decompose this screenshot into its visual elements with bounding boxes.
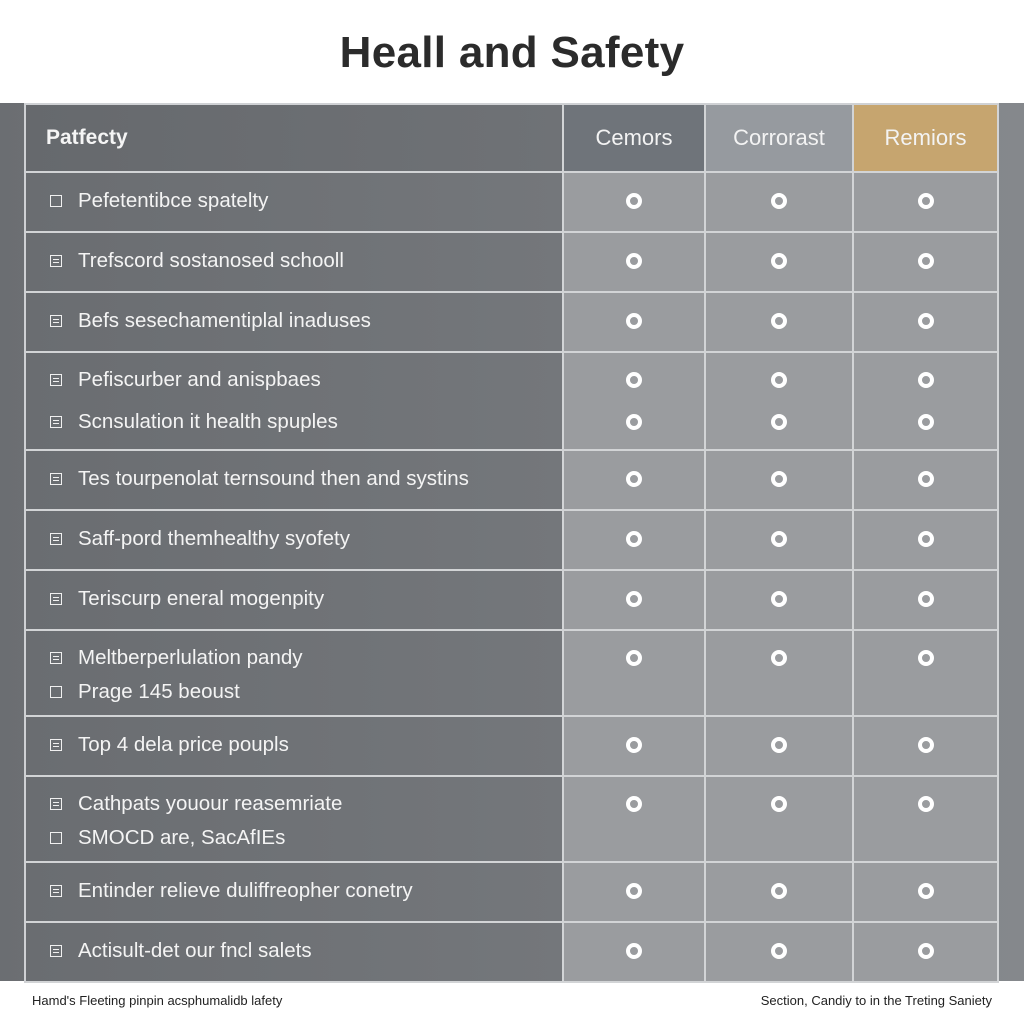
row-column-2-cell (706, 511, 854, 569)
row-column-1-cell (564, 631, 706, 715)
radio-indicator[interactable] (626, 414, 642, 430)
footer-right-text: Section, Candiy to in the Treting Saniety (760, 993, 992, 1008)
radio-indicator[interactable] (771, 943, 787, 959)
row-label-cell (26, 717, 564, 775)
row-label-cell (26, 353, 564, 449)
row-item[interactable] (50, 587, 324, 611)
row-column-2-cell (706, 571, 854, 629)
row-column-2-cell (706, 863, 854, 921)
radio-indicator[interactable] (918, 193, 934, 209)
radio-indicator[interactable] (626, 253, 642, 269)
radio-indicator[interactable] (771, 193, 787, 209)
radio-indicator[interactable] (626, 737, 642, 753)
row-column-3-cell (854, 511, 999, 569)
document-icon (50, 739, 62, 751)
row-item[interactable] (50, 467, 469, 491)
row-column-3-cell (854, 717, 999, 775)
radio-indicator[interactable] (918, 313, 934, 329)
square-icon (50, 195, 62, 207)
radio-indicator[interactable] (771, 883, 787, 899)
document-icon (50, 374, 62, 386)
row-column-1-cell (564, 173, 706, 231)
radio-indicator[interactable] (918, 737, 934, 753)
radio-indicator[interactable] (918, 372, 934, 388)
row-label-cell (26, 451, 564, 509)
row-column-3-cell (854, 233, 999, 291)
column-header-2[interactable] (706, 105, 854, 171)
column-header-3-label: Remiors (884, 125, 967, 150)
radio-indicator[interactable] (626, 193, 642, 209)
row-column-1-cell (564, 571, 706, 629)
row-item-label: Entinder relieve duliffreopher conetry (78, 879, 413, 902)
document-icon (50, 885, 62, 897)
row-column-2-cell (706, 631, 854, 715)
header-label-cell (26, 105, 564, 171)
radio-indicator[interactable] (918, 650, 934, 666)
table-row (26, 631, 999, 717)
header-label: Patfecty (46, 126, 128, 149)
square-icon (50, 686, 62, 698)
column-header-1[interactable] (564, 105, 706, 171)
radio-indicator[interactable] (626, 531, 642, 547)
row-item-label: Top 4 dela price poupls (78, 733, 289, 756)
row-column-1-cell (564, 777, 706, 861)
row-item[interactable] (50, 309, 371, 333)
row-item-label: Saff-pord themhealthy syofety (78, 527, 350, 550)
radio-indicator[interactable] (626, 796, 642, 812)
row-label-cell (26, 233, 564, 291)
table-row (26, 777, 999, 863)
table-row (26, 511, 999, 571)
row-column-2-cell (706, 233, 854, 291)
row-item-label: Pefiscurber and anispbaes (78, 368, 321, 391)
row-item[interactable] (50, 939, 312, 963)
page-title: Heall and Safety (339, 28, 685, 77)
radio-indicator[interactable] (626, 471, 642, 487)
row-item-label: SMOCD are, SacAfIEs (78, 826, 286, 849)
row-column-1-cell (564, 863, 706, 921)
radio-indicator[interactable] (771, 591, 787, 607)
radio-indicator[interactable] (918, 796, 934, 812)
row-column-2-cell (706, 923, 854, 981)
row-label-cell (26, 293, 564, 351)
radio-indicator[interactable] (771, 796, 787, 812)
row-item-label: Teriscurp eneral mogenpity (78, 587, 325, 610)
document-icon (50, 255, 62, 267)
document-icon (50, 798, 62, 810)
radio-indicator[interactable] (771, 471, 787, 487)
row-item-label: Cathpats youour reasemriate (78, 792, 343, 815)
footer-left-text: Hamd's Fleeting pinpin acsphumalidb lafety (32, 993, 283, 1008)
row-column-3-cell (854, 571, 999, 629)
row-label-cell (26, 923, 564, 981)
row-column-3-cell (854, 631, 999, 715)
row-item[interactable] (50, 792, 342, 816)
column-header-1-label: Cemors (595, 125, 673, 150)
document-icon (50, 945, 62, 957)
row-item-label: Befs sesechamentiplal inaduses (78, 309, 371, 332)
radio-indicator[interactable] (771, 313, 787, 329)
table-row (26, 173, 999, 233)
row-column-1-cell (564, 293, 706, 351)
row-label-cell (26, 863, 564, 921)
row-item-label: Pefetentibce spatelty (78, 189, 269, 212)
radio-indicator[interactable] (626, 943, 642, 959)
row-item[interactable] (50, 527, 350, 551)
row-item-label: Meltberperlulation pandy (78, 646, 303, 669)
radio-indicator[interactable] (918, 471, 934, 487)
row-label-cell (26, 777, 564, 861)
safety-table (24, 103, 999, 983)
row-item[interactable] (50, 680, 240, 704)
document-icon (50, 416, 62, 428)
row-item[interactable] (50, 189, 268, 213)
row-column-2-cell (706, 451, 854, 509)
radio-indicator[interactable] (626, 313, 642, 329)
radio-indicator[interactable] (771, 253, 787, 269)
row-item[interactable] (50, 879, 413, 903)
row-item-label: Scnsulation it health spuples (78, 410, 338, 433)
row-column-1-cell (564, 717, 706, 775)
row-column-3-cell (854, 173, 999, 231)
radio-indicator[interactable] (626, 591, 642, 607)
row-column-1-cell (564, 923, 706, 981)
row-column-3-cell (854, 777, 999, 861)
document-icon (50, 533, 62, 545)
row-label-cell (26, 571, 564, 629)
row-column-1-cell (564, 511, 706, 569)
row-column-3-cell (854, 353, 999, 449)
row-item-label: Tes tourpenolat ternsound then and systins (78, 467, 469, 490)
row-column-3-cell (854, 293, 999, 351)
row-column-1-cell (564, 451, 706, 509)
radio-indicator[interactable] (918, 591, 934, 607)
radio-indicator[interactable] (626, 883, 642, 899)
row-item-label: Actisult-det our fncl salets (78, 939, 312, 962)
radio-indicator[interactable] (918, 531, 934, 547)
table-row (26, 717, 999, 777)
table-row (26, 353, 999, 451)
radio-indicator[interactable] (771, 531, 787, 547)
row-item-label: Trefscord sostanosed schooll (78, 249, 344, 272)
radio-indicator[interactable] (626, 650, 642, 666)
radio-indicator[interactable] (771, 414, 787, 430)
table-row (26, 571, 999, 631)
table-row (26, 451, 999, 511)
row-item[interactable] (50, 249, 344, 273)
row-column-1-cell (564, 353, 706, 449)
row-column-2-cell (706, 717, 854, 775)
document-icon (50, 593, 62, 605)
column-header-3[interactable] (854, 105, 999, 171)
row-column-2-cell (706, 173, 854, 231)
column-header-2-label: Corrorast (733, 125, 825, 150)
document-icon (50, 652, 62, 664)
radio-indicator[interactable] (771, 372, 787, 388)
radio-indicator[interactable] (771, 650, 787, 666)
table-row (26, 863, 999, 923)
row-column-2-cell (706, 777, 854, 861)
radio-indicator[interactable] (918, 943, 934, 959)
table-header-row (26, 105, 999, 173)
radio-indicator[interactable] (918, 883, 934, 899)
row-column-3-cell (854, 451, 999, 509)
row-item[interactable] (50, 368, 321, 392)
row-label-cell (26, 511, 564, 569)
row-item[interactable] (50, 646, 303, 670)
row-label-cell (26, 631, 564, 715)
radio-indicator[interactable] (918, 414, 934, 430)
row-column-2-cell (706, 293, 854, 351)
row-item[interactable] (50, 410, 338, 434)
table-row (26, 293, 999, 353)
row-column-3-cell (854, 923, 999, 981)
row-label-cell (26, 173, 564, 231)
radio-indicator[interactable] (771, 737, 787, 753)
row-column-1-cell (564, 233, 706, 291)
row-item[interactable] (50, 826, 285, 850)
table-row (26, 233, 999, 293)
square-icon (50, 832, 62, 844)
document-icon (50, 315, 62, 327)
row-item-label: Prage 145 beoust (78, 680, 240, 703)
radio-indicator[interactable] (626, 372, 642, 388)
table-row (26, 923, 999, 983)
row-column-2-cell (706, 353, 854, 449)
radio-indicator[interactable] (918, 253, 934, 269)
row-column-3-cell (854, 863, 999, 921)
row-item[interactable] (50, 733, 289, 757)
document-icon (50, 473, 62, 485)
